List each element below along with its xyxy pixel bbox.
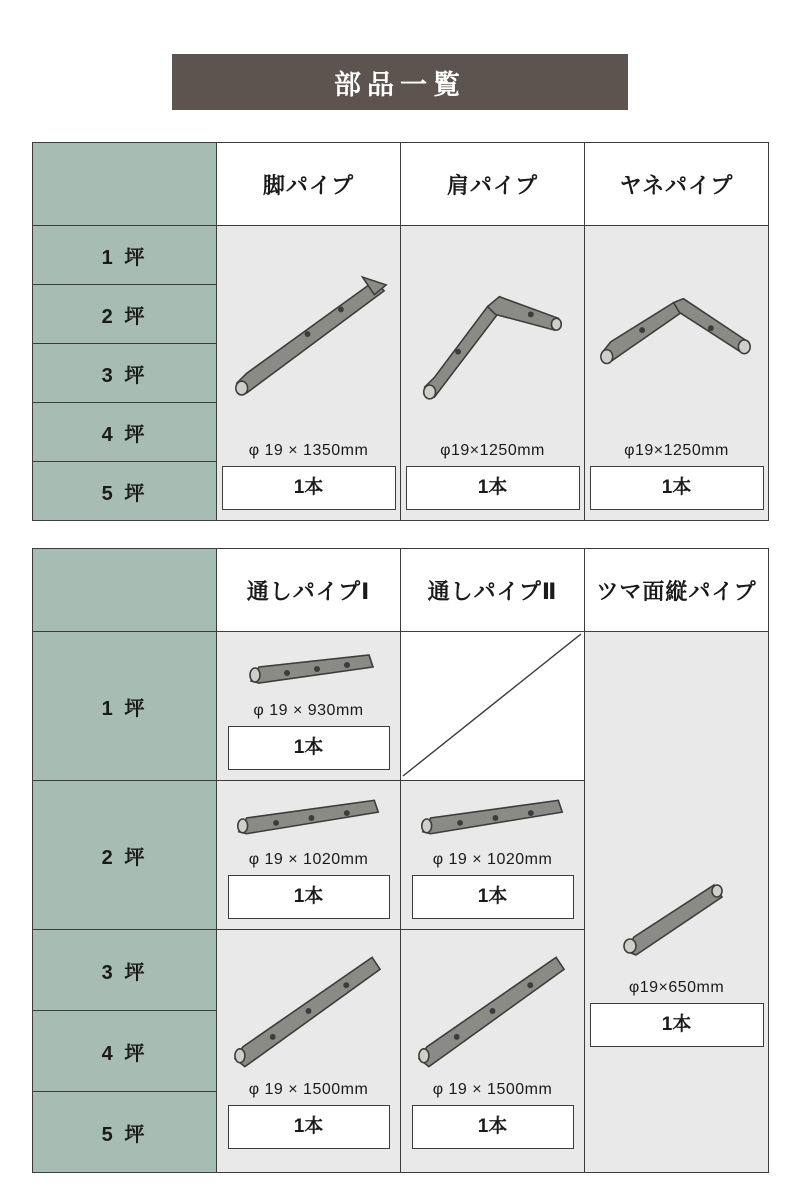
page-title: 部品一覧 (334, 69, 466, 100)
cell-through-pipe-1-3tsubo (217, 930, 401, 1173)
header-shoulder-pipe: 肩パイプ (401, 143, 585, 226)
size-label-2tsubo: 2 坪 (33, 781, 217, 930)
spec-through-pipe-1-1tsubo: φ 19 × 930mm (253, 702, 364, 719)
page-title-banner (172, 54, 628, 110)
header-leg-pipe: 脚パイプ (217, 143, 401, 226)
size-label-2tsubo: 2 坪 (33, 285, 217, 344)
spec-through-pipe-2-2tsubo: φ 19 × 1020mm (432, 851, 553, 868)
table-row (33, 226, 769, 285)
gable-vertical-pipe-icon (593, 867, 760, 977)
header-roof-pipe: ヤネパイプ (585, 143, 769, 226)
size-label-4tsubo: 4 坪 (33, 1011, 217, 1092)
size-label-1tsubo: 1 坪 (33, 632, 217, 781)
leg-pipe-icon (225, 232, 392, 440)
qty-through-pipe-2-3tsubo: 1本 (412, 1105, 574, 1149)
through-pipe-1-mid-icon (225, 787, 392, 849)
header-corner-blank (33, 143, 217, 226)
qty-leg-pipe: 1本 (222, 466, 396, 510)
qty-through-pipe-1-3tsubo: 1本 (228, 1105, 390, 1149)
through-pipe-1-short-icon (225, 638, 392, 700)
qty-through-pipe-2-2tsubo: 1本 (412, 875, 574, 919)
cell-leg-pipe (217, 226, 401, 521)
through-pipe-2-long-icon (409, 949, 576, 1079)
size-label-5tsubo: 5 坪 (33, 462, 217, 521)
qty-through-pipe-1-2tsubo: 1本 (228, 875, 390, 919)
size-label-4tsubo: 4 坪 (33, 403, 217, 462)
spec-shoulder-pipe: φ19×1250mm (440, 442, 545, 459)
header-corner-blank (33, 549, 217, 632)
spec-through-pipe-2-3tsubo: φ 19 × 1500mm (432, 1081, 553, 1098)
roof-pipe-icon (593, 232, 760, 440)
header-through-pipe-2: 通しパイプⅡ (401, 549, 585, 632)
cell-through-pipe-2-2tsubo (401, 781, 585, 930)
header-through-pipe-1: 通しパイプⅠ (217, 549, 401, 632)
qty-shoulder-pipe: 1本 (406, 466, 580, 510)
table-header-row (33, 549, 769, 632)
cell-through-pipe-1-2tsubo (217, 781, 401, 930)
cell-through-pipe-2-3tsubo (401, 930, 585, 1173)
through-pipe-1-long-icon (225, 949, 392, 1079)
table-row (33, 632, 769, 781)
cell-through-pipe-2-1tsubo-empty (401, 632, 585, 781)
cell-shoulder-pipe (401, 226, 585, 521)
header-gable-vertical-pipe: ツマ面縦パイプ (585, 549, 769, 632)
spec-through-pipe-1-2tsubo: φ 19 × 1020mm (248, 851, 369, 868)
cell-roof-pipe (585, 226, 769, 521)
cell-through-pipe-1-1tsubo (217, 632, 401, 781)
size-label-5tsubo: 5 坪 (33, 1092, 217, 1173)
spec-gable-vertical-pipe: φ19×650mm (628, 979, 725, 996)
parts-table-upper (32, 142, 769, 521)
size-label-3tsubo: 3 坪 (33, 930, 217, 1011)
size-label-1tsubo: 1 坪 (33, 226, 217, 285)
qty-gable-vertical-pipe: 1本 (590, 1003, 764, 1047)
spec-leg-pipe: φ 19 × 1350mm (248, 442, 369, 459)
cell-gable-vertical-pipe (585, 632, 769, 1173)
shoulder-pipe-icon (409, 232, 576, 440)
qty-through-pipe-1-1tsubo: 1本 (228, 726, 390, 770)
parts-table-lower (32, 548, 769, 1173)
spec-roof-pipe: φ19×1250mm (624, 442, 729, 459)
spec-through-pipe-1-3tsubo: φ 19 × 1500mm (248, 1081, 369, 1098)
table-header-row (33, 143, 769, 226)
through-pipe-2-mid-icon (409, 787, 576, 849)
size-label-3tsubo: 3 坪 (33, 344, 217, 403)
qty-roof-pipe: 1本 (590, 466, 764, 510)
